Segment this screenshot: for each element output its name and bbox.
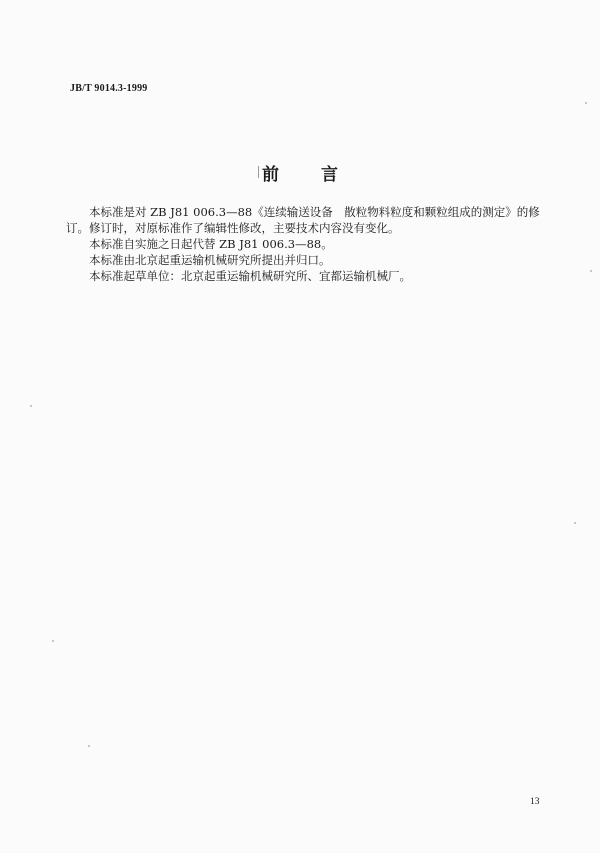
paragraph-revision: 本标准是对 ZB J81 006.3—88《连续输送设备 散粒物料粒度和颗粒组成的测定》的修订。修订时，对原标准作了编辑性修改，主要技术内容没有变化。 — [66, 205, 540, 235]
scan-speck — [88, 745, 90, 747]
scan-speck — [585, 102, 587, 104]
scan-speck — [574, 522, 576, 524]
scan-speck — [30, 405, 32, 407]
page-number: 13 — [530, 797, 540, 807]
foreword-body — [66, 204, 551, 284]
paragraph-replacement: 本标准自实施之日起代替 ZB J81 006.3—88。 — [89, 237, 333, 251]
page-title: 前 言 — [262, 165, 356, 185]
paragraph-drafting-units: 本标准起草单位：北京起重运输机械研究所、宜都运输机械厂。 — [89, 269, 411, 283]
scan-speck — [52, 640, 54, 642]
scan-speck — [590, 270, 592, 272]
standard-code: JB/T 9014.3-1999 — [70, 83, 148, 94]
paragraph-proposer: 本标准由北京起重运输机械研究所提出并归口。 — [89, 253, 331, 267]
